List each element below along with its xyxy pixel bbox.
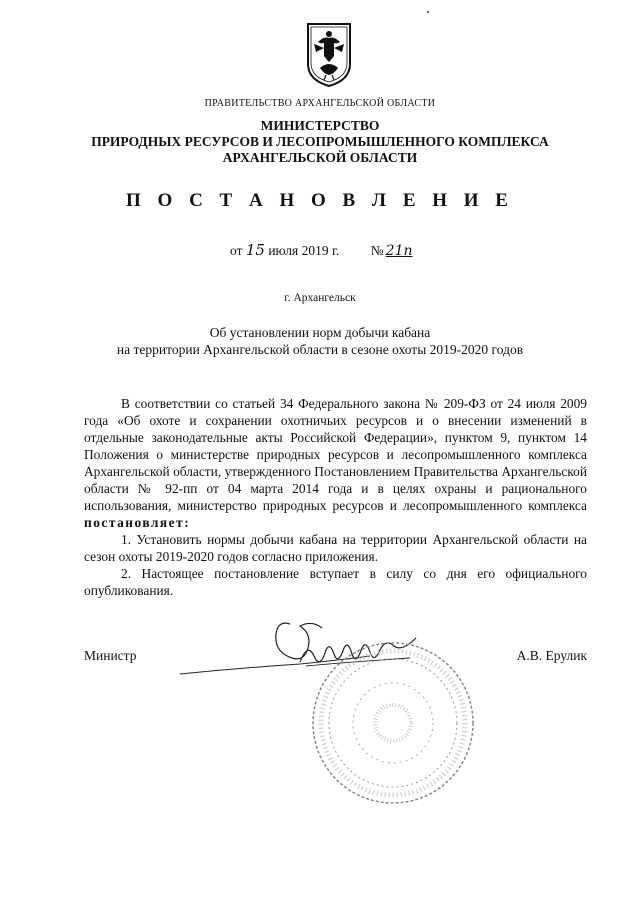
document-subject xyxy=(0,324,640,358)
signatory-name: А.В. Ерулик xyxy=(516,648,587,663)
handwritten-date-day: 15 xyxy=(245,241,265,259)
document-type-title: П О С Т А Н О В Л Е Н И Е xyxy=(126,190,514,211)
city: г. Архангельск xyxy=(284,292,356,304)
subject-line: Об установлении норм добычи кабана xyxy=(209,325,431,340)
date-rest: июля 2019 г. xyxy=(268,243,340,258)
scan-speck xyxy=(427,11,429,13)
government-name: ПРАВИТЕЛЬСТВО АРХАНГЕЛЬСКОЙ ОБЛАСТИ xyxy=(204,98,436,109)
official-seal-icon xyxy=(310,640,476,806)
ministry-line: МИНИСТЕРСТВО xyxy=(260,118,380,133)
date-prefix: от xyxy=(230,243,243,258)
coat-of-arms-icon xyxy=(304,20,354,88)
document-body xyxy=(84,395,587,599)
handwritten-document-number: 21п xyxy=(385,243,413,259)
ministry-line: АРХАНГЕЛЬСКОЙ ОБЛАСТИ xyxy=(222,150,418,165)
preamble-paragraph xyxy=(84,395,587,531)
clause-2: 2. Настоящее постановление вступает в силу со дня его официального опубликования. xyxy=(84,566,587,598)
decree-word: постановляет: xyxy=(84,515,191,530)
number-prefix: № xyxy=(370,243,384,258)
ministry-name xyxy=(0,118,640,166)
signatory-title: Министр xyxy=(84,648,137,663)
preamble-text: В соответствии со статьей 34 Федерального закона № 209-ФЗ от 24 июля 2009 года «Об охоте и сохранении охотничьих ресурсов и о внесении изменений в отдельные законодательные акты Российской Федерации», пунктом 9, пунктом 14 Положения о министерстве природных ресурсов и лесопромышленного комплекса Архангельской области, утвержденного Постановлением Правительства Архангельской области № 92-пп от 04 марта 2014 года и в целях охраны и рационального использования, министерство природных ресурсов и лесопромышленного комплекса xyxy=(84,396,587,513)
date-number-line xyxy=(230,241,413,259)
subject-line: на территории Архангельской области в сезоне охоты 2019-2020 годов xyxy=(116,342,524,357)
clause-1: 1. Установить нормы добычи кабана на территории Архангельской области на сезон охоты 2019-2020 годов согласно приложения. xyxy=(84,532,587,564)
ministry-line: ПРИРОДНЫХ РЕСУРСОВ И ЛЕСОПРОМЫШЛЕННОГО КОМПЛЕКСА xyxy=(91,134,549,149)
